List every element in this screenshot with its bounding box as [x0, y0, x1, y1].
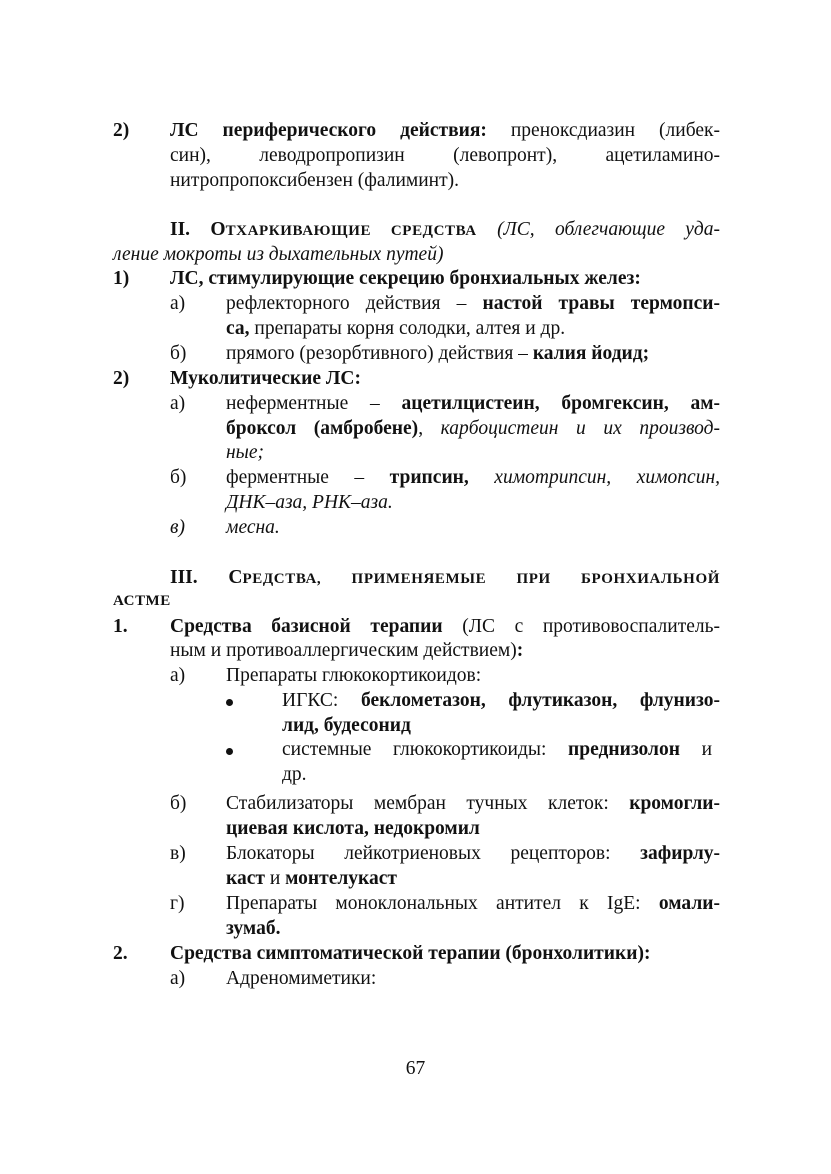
list-marker: а)	[170, 293, 186, 314]
page-number: 67	[405, 1058, 426, 1079]
list-item: Препараты моноклональных антител к IgE: омали-	[226, 893, 720, 914]
list-item: рефлекторного действия – настой травы термопси-	[226, 293, 720, 314]
bullet-icon	[226, 748, 233, 755]
text-line: каст и монтелукаст	[226, 868, 397, 889]
list-item: Средства симптоматической терапии (бронхолитики):	[170, 943, 651, 964]
section-heading-line: АСТМЕ	[113, 593, 171, 609]
text-line: ным и противоаллергическим действием):	[170, 640, 524, 661]
list-marker: г)	[170, 893, 185, 914]
list-item: Средства базисной терапии (ЛС с противовоспалитель-	[170, 616, 720, 637]
list-item: ИГКС: беклометазон, флутиказон, флунизо-	[282, 690, 720, 711]
list-item: Препараты глюкокортикоидов:	[226, 665, 482, 686]
list-marker: 2)	[113, 368, 130, 389]
list-item: системные глюкокортикоиды: преднизолон и	[282, 739, 712, 760]
text-line: ЛС периферического действия: преноксдиазин (либек-	[170, 120, 720, 141]
text-line: циевая кислота, недокромил	[226, 818, 480, 839]
bullet-icon	[226, 699, 233, 706]
section-heading: II. ОТХАРКИВАЮЩИЕ СРЕДСТВА (ЛС, облегчающие уда-	[170, 219, 720, 240]
list-item: Муколитические ЛС:	[170, 368, 362, 389]
list-marker: 2)	[113, 120, 130, 141]
list-marker: б)	[170, 793, 187, 814]
text-line: зумаб.	[226, 918, 281, 939]
text-line: броксол (амбробене), карбоцистеин и их производ-	[226, 418, 720, 439]
list-marker: в)	[170, 517, 185, 538]
list-item: Блокаторы лейкотриеновых рецепторов: зафирлу-	[226, 843, 720, 864]
text-line: ные;	[226, 442, 265, 463]
text-line: лид, будесонид	[282, 715, 411, 736]
list-marker: а)	[170, 665, 186, 686]
list-marker: 1)	[113, 268, 130, 289]
list-item: Стабилизаторы мембран тучных клеток: кромогли-	[226, 793, 720, 814]
text-line: са, препараты корня солодки, алтея и др.	[226, 318, 566, 339]
list-marker: б)	[170, 467, 187, 488]
list-item: неферментные – ацетилцистеин, бромгексин, ам-	[226, 393, 720, 414]
text-line: нитропропоксибензен (фалиминт).	[170, 170, 459, 191]
list-item: ЛС, стимулирующие секрецию бронхиальных желез:	[170, 268, 641, 289]
section-heading: III. СРЕДСТВА, ПРИМЕНЯЕМЫЕ ПРИ БРОНХИАЛЬНОЙ	[170, 567, 720, 588]
section-heading-line: ление мокроты из дыхательных путей)	[113, 244, 444, 265]
list-marker: 2.	[113, 943, 128, 964]
list-item: прямого (резорбтивного) действия – калия йодид;	[226, 343, 650, 364]
text-line: син), леводропропизин (левопронт), ацетиламино-	[170, 145, 720, 166]
text-line: др.	[282, 764, 307, 785]
list-marker: 1.	[113, 616, 128, 637]
list-item: Адреномиметики:	[226, 968, 377, 989]
list-item: месна.	[226, 517, 280, 538]
text-line: ДНК–аза, РНК–аза.	[226, 492, 393, 513]
list-marker: б)	[170, 343, 187, 364]
list-marker: а)	[170, 393, 186, 414]
list-item: ферментные – трипсин, химотрипсин, химопсин,	[226, 467, 720, 488]
list-marker: а)	[170, 968, 186, 989]
list-marker: в)	[170, 843, 186, 864]
